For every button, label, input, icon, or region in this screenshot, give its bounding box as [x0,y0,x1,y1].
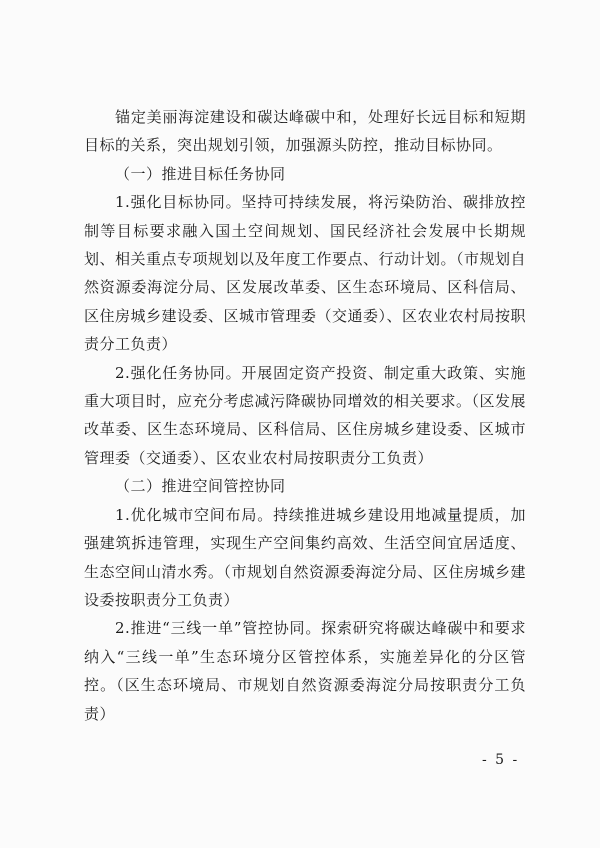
paragraph-intro: 锚定美丽海淀建设和碳达峰碳中和，处理好长远目标和短期目标的关系，突出规划引领，加强源头防控，推动目标协同。 [84,108,526,155]
paragraph-1-1: 1.强化目标协同。坚持可持续发展，将污染防治、碳排放控制等目标要求融入国土空间规划、国民经济社会发展中长期规划、相关重点专项规划以及年度工作要点、行动计划。（市规划自然资源委海淀分局、区发展改革委、区生态环境局、区科信局、区住房城乡建设委、区城市管理委（交通委）、区农业农村局按职责分工负责） [84,193,527,354]
body-text [84,103,526,728]
page-number: - 5 - [482,752,520,768]
paragraph-1-2: 2.强化任务协同。开展固定资产投资、制定重大政策、实施重大项目时，应充分考虑减污降碳协同增效的相关要求。（区发展改革委、区生态环境局、区科信局、区住房城乡建设委、区城市管理委（交通委）、区农业农村局按职责分工负责） [84,363,527,467]
section-heading-2: （二）推进空间管控协同 [115,477,286,496]
section-heading-1: （一）推进目标任务协同 [115,164,286,183]
paragraph-2-1: 1.优化城市空间布局。持续推进城乡建设用地减量提质，加强建筑拆违管理，实现生产空间集约高效、生活空间宜居适度、生态空间山清水秀。（市规划自然资源委海淀分局、区住房城乡建设委按职责分工负责） [84,505,527,609]
paragraph-2-2: 2.推进“三线一单”管控协同。探索研究将碳达峰碳中和要求纳入“三线一单”生态环境分区管控体系，实施差异化的分区管控。（区生态环境局、市规划自然资源委海淀分局按职责分工负责） [84,619,526,723]
